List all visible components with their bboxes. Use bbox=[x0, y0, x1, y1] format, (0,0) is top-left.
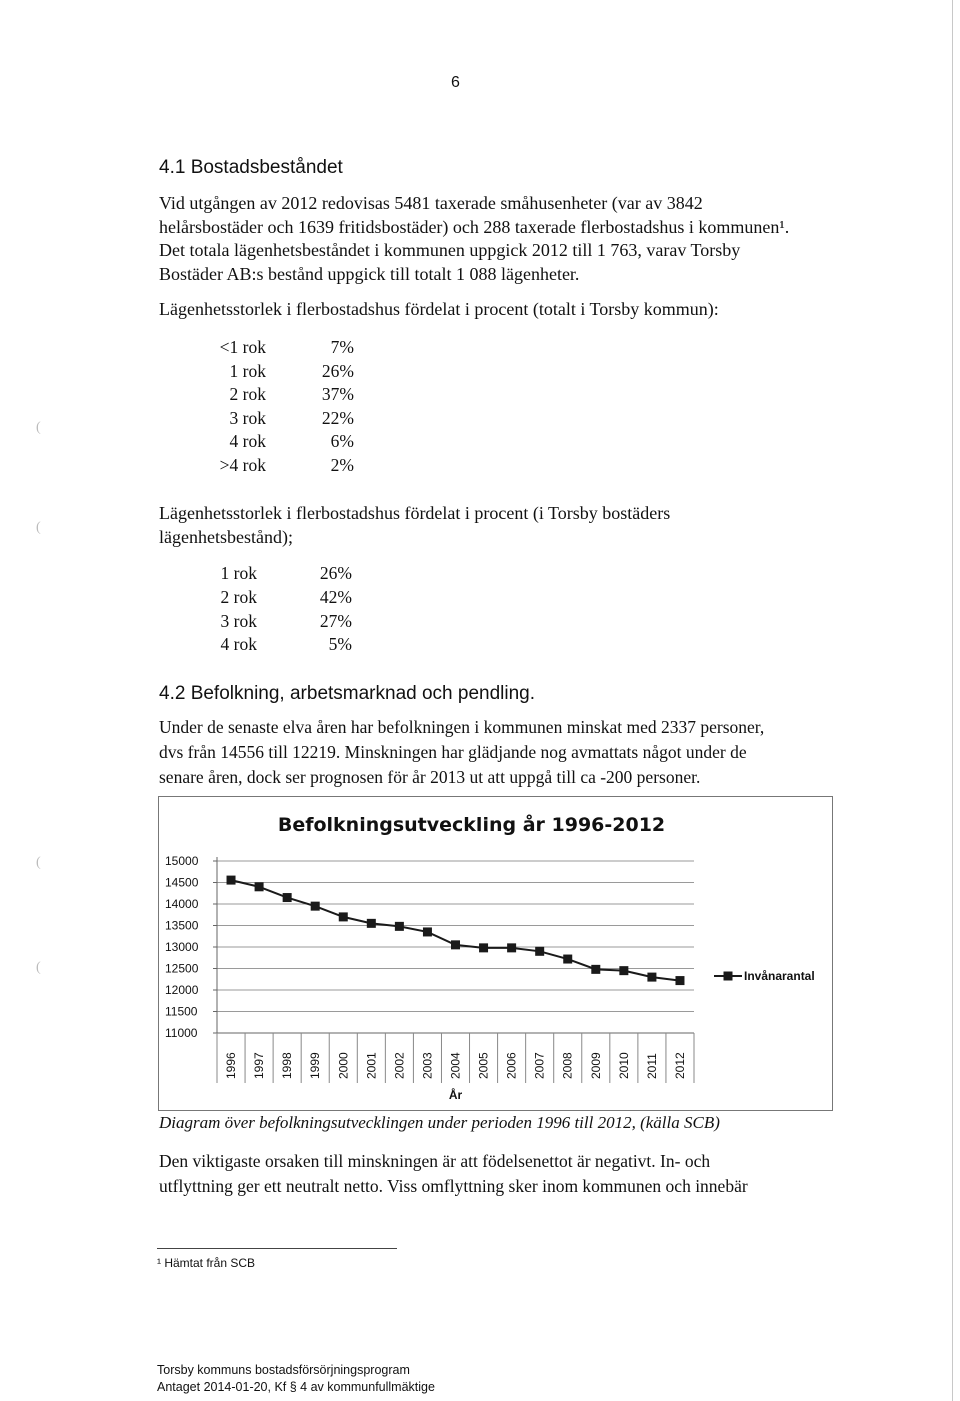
x-tick-label: 2006 bbox=[504, 1052, 519, 1079]
population-chart-frame bbox=[158, 796, 833, 1111]
stat-label: <1 rok bbox=[219, 337, 266, 357]
stat-label: 2 rok bbox=[229, 384, 266, 405]
stat-value: 26% bbox=[321, 360, 354, 381]
data-point bbox=[479, 943, 488, 952]
chart-title: Befolkningsutveckling år 1996-2012 bbox=[277, 814, 666, 836]
y-tick-label: 13000 bbox=[165, 940, 199, 954]
x-tick-label: 2003 bbox=[420, 1052, 435, 1079]
y-tick-label: 13500 bbox=[165, 918, 199, 933]
y-tick-label: 15000 bbox=[165, 854, 199, 868]
data-point bbox=[423, 927, 432, 936]
chart-caption: Diagram över befolkningsutvecklingen under perioden 1996 till 2012, (källa SCB) bbox=[159, 1113, 720, 1132]
paragraph-line: Den viktigaste orsaken till minskningen är att födelsenettot är negativt. In- och bbox=[159, 1151, 711, 1171]
stat-label: 4 rok bbox=[220, 634, 257, 655]
x-tick-label: 2008 bbox=[560, 1052, 575, 1079]
paragraph-line: senare åren, dock ser prognosen för år 2013 ut att uppgå till ca -200 personer. bbox=[159, 767, 701, 787]
paragraph-line: helårsbostäder och 1639 fritidsbostäder) och 288 taxerade flerbostadshus i kommunen¹. bbox=[159, 216, 790, 237]
stat-value: 42% bbox=[319, 586, 352, 607]
paragraph-line: lägenhetsbestånd); bbox=[159, 526, 293, 547]
stat-value: 37% bbox=[321, 384, 354, 405]
x-tick-label: 2007 bbox=[532, 1052, 547, 1079]
paragraph-line: Bostäder AB:s bestånd uppgick till totalt 1 088 lägenheter. bbox=[159, 263, 580, 284]
x-axis-label: År bbox=[448, 1088, 463, 1102]
scan-edge-mark: ( bbox=[36, 960, 41, 975]
footnote: ¹ Hämtat från SCB bbox=[157, 1256, 256, 1270]
stat-label: 4 rok bbox=[229, 431, 266, 452]
x-tick-label: 2011 bbox=[644, 1053, 659, 1079]
page-margin-line bbox=[952, 0, 953, 1401]
y-tick-label: 11000 bbox=[165, 1026, 198, 1040]
section2-paragraph bbox=[159, 715, 764, 790]
series-line bbox=[231, 880, 680, 980]
stat-label: >4 rok bbox=[219, 455, 266, 475]
paragraph-line: Vid utgången av 2012 redovisas 5481 taxerade småhusenheter (var av 3842 bbox=[159, 193, 703, 213]
legend-label: Invånarantal bbox=[744, 969, 815, 983]
stat-value: 22% bbox=[321, 407, 354, 428]
x-tick-label: 2005 bbox=[476, 1052, 491, 1079]
paragraph-line: dvs från 14556 till 12219. Minskningen har glädjande nog avmattats något under de bbox=[159, 742, 747, 762]
footnote-divider bbox=[157, 1248, 397, 1249]
x-tick-label: 2010 bbox=[616, 1052, 631, 1079]
paragraph-line: Under de senaste elva åren har befolkningen i kommunen minskat med 2337 personer, bbox=[159, 717, 765, 737]
x-tick-label: 2004 bbox=[448, 1052, 463, 1079]
footer-line: Torsby kommuns bostadsförsörjningsprogram bbox=[157, 1363, 410, 1377]
stat-value: 7% bbox=[330, 337, 354, 357]
data-point bbox=[339, 912, 348, 921]
stat-label: 3 rok bbox=[229, 407, 266, 428]
data-point bbox=[591, 965, 600, 974]
footer-line: Antaget 2014-01-20, Kf § 4 av kommunfullmäktige bbox=[157, 1380, 435, 1394]
x-tick-label: 1997 bbox=[252, 1052, 267, 1079]
stat-label: 3 rok bbox=[220, 610, 257, 631]
data-point bbox=[283, 893, 292, 902]
x-tick-label: 2012 bbox=[672, 1052, 687, 1079]
section-heading-bostadsbestandet: 4.1 Bostadsbeståndet bbox=[159, 157, 343, 178]
data-point bbox=[619, 966, 628, 975]
y-tick-label: 12000 bbox=[165, 983, 199, 997]
stat-value: 2% bbox=[330, 455, 354, 475]
data-point bbox=[647, 973, 656, 982]
x-tick-label: 1996 bbox=[224, 1052, 239, 1079]
y-tick-label: 11500 bbox=[165, 1004, 198, 1019]
stat-label: 1 rok bbox=[229, 360, 266, 381]
stat-value: 5% bbox=[328, 634, 352, 655]
stat-value: 26% bbox=[319, 563, 352, 583]
scan-edge-mark: ( bbox=[36, 855, 41, 870]
table1-intro: Lägenhetsstorlek i flerbostadshus fördelat i procent (totalt i Torsby kommun): bbox=[159, 299, 719, 319]
data-point bbox=[255, 882, 264, 891]
x-tick-label: 2000 bbox=[336, 1052, 351, 1079]
scan-edge-mark: ( bbox=[36, 520, 41, 535]
table2-intro bbox=[159, 502, 670, 549]
x-tick-label: 2009 bbox=[588, 1052, 603, 1079]
y-tick-label: 14000 bbox=[165, 897, 199, 911]
data-point bbox=[563, 955, 572, 964]
stat-value: 6% bbox=[330, 431, 354, 452]
page-footer bbox=[157, 1362, 435, 1396]
legend-marker bbox=[724, 972, 733, 981]
data-point bbox=[367, 919, 376, 928]
section-heading-befolkning: 4.2 Befolkning, arbetsmarknad och pendling. bbox=[159, 683, 536, 704]
data-point bbox=[507, 943, 516, 952]
x-tick-label: 2001 bbox=[364, 1052, 379, 1079]
x-tick-label: 1999 bbox=[308, 1052, 323, 1079]
y-tick-label: 14500 bbox=[165, 875, 199, 890]
stat-value: 27% bbox=[319, 610, 352, 631]
paragraph-line: utflyttning ger ett neutralt netto. Viss omflyttning sker inom kommunen och innebär bbox=[159, 1176, 748, 1196]
x-tick-label: 2002 bbox=[392, 1052, 407, 1079]
data-point bbox=[395, 922, 404, 931]
scan-edge-mark: ( bbox=[36, 420, 41, 435]
data-point bbox=[675, 976, 684, 985]
y-tick-label: 12500 bbox=[165, 961, 199, 976]
population-chart bbox=[159, 797, 832, 1110]
data-point bbox=[451, 940, 460, 949]
data-point bbox=[311, 902, 320, 911]
page-number: 6 bbox=[451, 74, 460, 91]
bottom-paragraph bbox=[159, 1149, 748, 1199]
paragraph-line: Lägenhetsstorlek i flerbostadshus fördelat i procent (i Torsby bostäders bbox=[159, 503, 671, 523]
x-tick-label: 1998 bbox=[280, 1052, 295, 1079]
section1-paragraph bbox=[159, 192, 859, 286]
data-point bbox=[227, 876, 236, 885]
stat-label: 1 rok bbox=[220, 563, 257, 583]
data-point bbox=[535, 947, 544, 956]
stat-label: 2 rok bbox=[220, 586, 257, 607]
paragraph-line: Det totala lägenhetsbeståndet i kommunen uppgick 2012 till 1 763, varav Torsby bbox=[159, 240, 741, 260]
